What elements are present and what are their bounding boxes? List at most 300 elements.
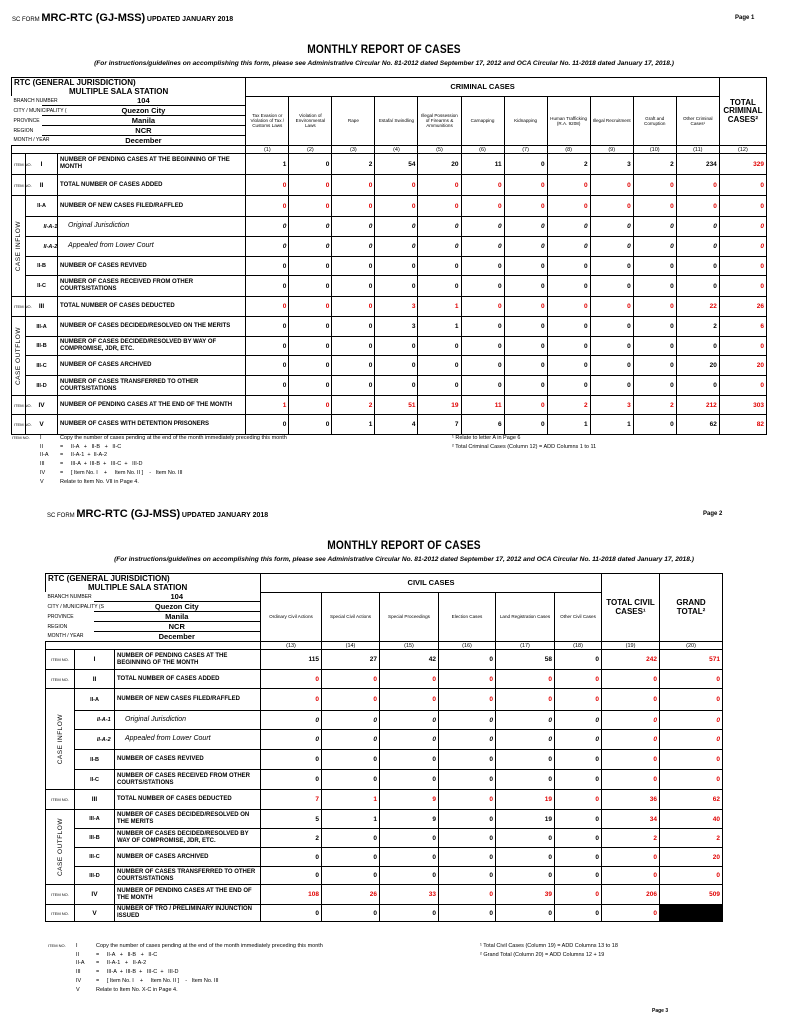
sub-item-code: III-A xyxy=(75,810,115,829)
cell-value: 0 xyxy=(289,376,332,396)
cell-value: 0 xyxy=(633,356,676,376)
info-label: MONTH / YEAR xyxy=(13,137,50,144)
note-text: = [ Item No. I + Item No. II ] - Item No. III xyxy=(96,977,219,984)
form-header xyxy=(12,12,233,24)
cell-value: 0 xyxy=(504,297,547,317)
cell-value: 0 xyxy=(375,337,418,356)
row-label: NUMBER OF PENDING CASES AT THE BEGINNING OF THE MONTH xyxy=(58,154,246,175)
row-label: NUMBER OF CASES TRANSFERRED TO OTHER COURTS/STATIONS xyxy=(58,376,246,396)
cell-value: 0 xyxy=(289,154,332,175)
item-no-label: ITEM NO. xyxy=(12,396,26,415)
info-value: Manila xyxy=(42,116,246,126)
column-header: Violation of Environmental Laws xyxy=(289,96,332,146)
note-item xyxy=(48,968,76,977)
blank-cell xyxy=(46,642,261,650)
cell-value: 0 xyxy=(261,730,322,750)
cell-value: 0 xyxy=(332,217,375,237)
row-total: 0 xyxy=(719,257,766,276)
sub-item-code: III-B xyxy=(26,337,58,356)
cell-value: 0 xyxy=(322,829,380,848)
column-header: Graft and Corruption xyxy=(633,96,676,146)
row-label: Appealed from Lower Court xyxy=(58,237,246,257)
cell-value: 0 xyxy=(461,175,504,196)
row-total: 82 xyxy=(719,415,766,435)
table-row xyxy=(46,730,723,750)
cell-value: 0 xyxy=(322,730,380,750)
note-code: I xyxy=(76,943,78,949)
court-name-box xyxy=(46,574,261,593)
row-total: 0 xyxy=(602,711,660,730)
row-grand-total: 0 xyxy=(660,867,723,885)
cell-value: 19 xyxy=(496,790,555,810)
cell-value: 1 xyxy=(322,810,380,829)
cell-value: 0 xyxy=(261,750,322,770)
column-header: Tax Evasion or Violation of Tax / Customs Laws xyxy=(246,96,289,146)
item-no-label: ITEM NO. xyxy=(46,885,75,905)
table-row xyxy=(12,356,767,376)
row-total: 0 xyxy=(602,670,660,689)
cell-value: 0 xyxy=(289,415,332,435)
column-header: Human Trafficking (R.A. 9208) xyxy=(547,96,590,146)
cell-value: 0 xyxy=(380,689,439,711)
cell-value: 0 xyxy=(418,257,461,276)
sub-item-code: III-D xyxy=(26,376,58,396)
cell-value: 0 xyxy=(375,217,418,237)
form-code: MRC-RTC (GJ-MSS) xyxy=(76,508,181,520)
note-item xyxy=(12,460,40,469)
case-inflow-text: CASE INFLOW xyxy=(15,220,22,272)
cell-value: 0 xyxy=(633,376,676,396)
cell-value: 27 xyxy=(322,650,380,670)
cell-value: 0 xyxy=(261,867,322,885)
sub-item-code: II-B xyxy=(26,257,58,276)
cell-value: 0 xyxy=(547,337,590,356)
form-code: MRC-RTC (GJ-MSS) xyxy=(41,12,146,24)
row-grand-total xyxy=(660,905,723,922)
cell-value: 0 xyxy=(322,905,380,922)
note-row xyxy=(12,443,287,452)
cell-value: 0 xyxy=(633,337,676,356)
court-line-2: MULTIPLE SALA STATION xyxy=(88,583,188,592)
column-header: Estafa/ Swindling xyxy=(375,96,418,146)
cell-value: 0 xyxy=(496,711,555,730)
cell-value: 0 xyxy=(633,257,676,276)
cell-value: 0 xyxy=(676,196,719,217)
table-row xyxy=(12,154,767,175)
cell-value: 0 xyxy=(246,337,289,356)
cell-value: 1 xyxy=(246,154,289,175)
cell-value: 0 xyxy=(590,376,633,396)
cell-value: 0 xyxy=(246,356,289,376)
cell-value: 0 xyxy=(504,415,547,435)
cell-value: 2 xyxy=(633,396,676,415)
item-no-label: ITEM NO. xyxy=(12,175,26,196)
cell-value: 0 xyxy=(461,337,504,356)
cell-value: 0 xyxy=(504,317,547,337)
cell-value: 0 xyxy=(332,337,375,356)
column-number: (20) xyxy=(660,642,723,650)
column-number: (12) xyxy=(719,146,766,154)
cell-value: 3 xyxy=(590,396,633,415)
item-roman: III xyxy=(75,790,115,810)
cell-value: 26 xyxy=(322,885,380,905)
item-roman: V xyxy=(75,905,115,922)
row-label: Original Jurisdiction xyxy=(115,711,261,730)
sub-item-code: III-C xyxy=(26,356,58,376)
cell-value: 0 xyxy=(289,297,332,317)
header-row xyxy=(46,574,723,593)
table-row xyxy=(12,297,767,317)
row-total: 0 xyxy=(719,276,766,297)
cell-value: 2 xyxy=(332,396,375,415)
case-outflow-label xyxy=(46,810,75,885)
row-total: 34 xyxy=(602,810,660,829)
cell-value: 0 xyxy=(261,848,322,867)
cell-value: 0 xyxy=(375,257,418,276)
table-row xyxy=(12,175,767,196)
column-header: Illegal Possession of Firearms & Ammunitions xyxy=(418,96,461,146)
sub-item-code: II-A xyxy=(26,196,58,217)
cell-value: 0 xyxy=(461,276,504,297)
cell-value: 0 xyxy=(246,196,289,217)
cell-value: 0 xyxy=(555,770,602,790)
column-number-row xyxy=(46,642,723,650)
cell-value: 0 xyxy=(322,689,380,711)
cell-value: 0 xyxy=(332,317,375,337)
cell-value: 0 xyxy=(547,175,590,196)
row-label: TOTAL NUMBER OF CASES ADDED xyxy=(58,175,246,196)
indent-cell xyxy=(26,217,42,237)
table-row xyxy=(12,257,767,276)
sub-item-code: II-A-2 xyxy=(94,730,115,750)
column-number: (3) xyxy=(332,146,375,154)
row-grand-total: 0 xyxy=(660,730,723,750)
row-total: 0 xyxy=(602,689,660,711)
sub-item-code: II-B xyxy=(75,750,115,770)
form-updated: UPDATED JANUARY 2018 xyxy=(146,16,234,23)
cell-value: 0 xyxy=(633,237,676,257)
cell-value: 19 xyxy=(496,810,555,829)
row-grand-total: 571 xyxy=(660,650,723,670)
item-no-label: ITEM NO. xyxy=(12,415,26,435)
cell-value: 9 xyxy=(380,790,439,810)
cell-value: 0 xyxy=(590,356,633,376)
row-label: NUMBER OF CASES ARCHIVED xyxy=(58,356,246,376)
form-prefix: SC FORM xyxy=(47,513,75,519)
cell-value: 0 xyxy=(322,867,380,885)
sub-item-code: II-C xyxy=(26,276,58,297)
criminal-table-body xyxy=(12,78,767,435)
cell-value: 0 xyxy=(461,317,504,337)
sub-item-code: II-A-2 xyxy=(42,237,58,257)
row-label: NUMBER OF CASES RECEIVED FROM OTHER COURTS/STATIONS xyxy=(115,770,261,790)
row-grand-total: 0 xyxy=(660,770,723,790)
cell-value: 0 xyxy=(418,276,461,297)
cell-value: 0 xyxy=(289,196,332,217)
note-item xyxy=(12,443,40,452)
item-roman: II xyxy=(75,670,115,689)
item-roman: IV xyxy=(26,396,58,415)
note-code: IV xyxy=(40,469,46,476)
cell-value: 0 xyxy=(555,670,602,689)
table-row xyxy=(46,790,723,810)
cell-value: 0 xyxy=(261,711,322,730)
cell-value: 0 xyxy=(322,750,380,770)
cell-value: 0 xyxy=(380,670,439,689)
section-title: CIVIL CASES xyxy=(261,574,602,593)
row-total: 0 xyxy=(719,196,766,217)
cell-value: 0 xyxy=(633,297,676,317)
item-no-label: ITEM NO. xyxy=(46,790,75,810)
note-code: III xyxy=(76,969,81,976)
cell-value: 2 xyxy=(261,829,322,848)
row-label: NUMBER OF TRO / PRELIMINARY INJUNCTION ISSUED xyxy=(115,905,261,922)
cell-value: 0 xyxy=(504,217,547,237)
info-label: PROVINCE xyxy=(13,117,40,124)
item-roman: V xyxy=(26,415,58,435)
footnote: ² Total Criminal Cases (Column 12) = ADD Columns 1 to 11 xyxy=(452,443,597,450)
note-row xyxy=(48,977,323,986)
page-title: MONTHLY REPORT OF CASES xyxy=(327,538,481,552)
cell-value: 0 xyxy=(496,905,555,922)
note-item: ITEM NO. xyxy=(12,435,30,440)
table-row xyxy=(12,317,767,337)
row-total: 0 xyxy=(719,376,766,396)
row-label: NUMBER OF NEW CASES FILED/RAFFLED xyxy=(58,196,246,217)
table-row xyxy=(46,867,723,885)
cell-value: 0 xyxy=(439,810,496,829)
cell-value: 0 xyxy=(246,317,289,337)
column-number: (14) xyxy=(322,642,380,650)
column-header: Ordinary Civil Actions xyxy=(261,592,322,642)
cell-value: 0 xyxy=(439,905,496,922)
cell-value: 7 xyxy=(261,790,322,810)
cell-value: 0 xyxy=(380,867,439,885)
note-item xyxy=(48,959,76,968)
cell-value: 0 xyxy=(289,237,332,257)
note-item xyxy=(48,977,76,986)
page-number: Page 2 xyxy=(703,511,723,517)
cell-value: 0 xyxy=(555,711,602,730)
note-row xyxy=(12,434,287,443)
cell-value: 62 xyxy=(676,415,719,435)
cell-value: 0 xyxy=(461,257,504,276)
cell-value: 0 xyxy=(289,317,332,337)
column-number: (5) xyxy=(418,146,461,154)
row-total: 206 xyxy=(602,885,660,905)
cell-value: 0 xyxy=(246,175,289,196)
cell-value: 2 xyxy=(547,154,590,175)
info-value: Quezon City xyxy=(94,602,261,612)
footnote: ¹ Relate to letter A in Page 6 xyxy=(452,435,521,441)
note-code: II xyxy=(76,951,80,958)
table-row xyxy=(46,711,723,730)
cell-value: 0 xyxy=(555,885,602,905)
cell-value: 0 xyxy=(496,670,555,689)
cell-value: 0 xyxy=(332,196,375,217)
cell-value: 0 xyxy=(461,196,504,217)
info-value: December xyxy=(42,136,246,146)
row-total: 0 xyxy=(719,175,766,196)
cell-value: 0 xyxy=(590,196,633,217)
note-row xyxy=(48,951,323,960)
cell-value: 212 xyxy=(676,396,719,415)
cell-value: 0 xyxy=(555,689,602,711)
case-inflow-label xyxy=(46,689,75,790)
cell-value: 1 xyxy=(418,297,461,317)
cell-value: 0 xyxy=(380,829,439,848)
footnote: ² Grand Total (Column 20) = ADD Columns 12 + 19 xyxy=(480,951,605,958)
cell-value: 0 xyxy=(418,217,461,237)
note-row xyxy=(12,460,287,469)
note-row xyxy=(48,942,323,951)
court-line-1: RTC (GENERAL JURISDICTION) xyxy=(14,78,136,87)
cell-value: 0 xyxy=(246,415,289,435)
row-total: 0 xyxy=(602,848,660,867)
cell-value: 1 xyxy=(322,790,380,810)
cell-value: 0 xyxy=(289,337,332,356)
row-grand-total: 62 xyxy=(660,790,723,810)
cell-value: 0 xyxy=(439,689,496,711)
cell-value: 0 xyxy=(555,730,602,750)
row-grand-total: 0 xyxy=(660,670,723,689)
page-2 xyxy=(0,505,768,1024)
note-text: = III-A + III-B + III-C + III-D xyxy=(96,969,179,976)
cell-value: 19 xyxy=(418,396,461,415)
case-outflow-label xyxy=(12,317,26,396)
cell-value: 0 xyxy=(439,670,496,689)
sub-item-code: III-C xyxy=(75,848,115,867)
note-item xyxy=(48,951,76,960)
info-label: CITY / MUNICIPALITY ( xyxy=(13,107,67,114)
cell-value: 51 xyxy=(375,396,418,415)
table-row xyxy=(46,670,723,689)
cell-value: 0 xyxy=(439,770,496,790)
cell-value: 0 xyxy=(633,196,676,217)
sub-item-code: II-A xyxy=(75,689,115,711)
item-no-label: ITEM NO. xyxy=(46,670,75,689)
column-number: (7) xyxy=(504,146,547,154)
cell-value: 0 xyxy=(547,317,590,337)
note-row xyxy=(48,959,323,968)
column-number: (17) xyxy=(496,642,555,650)
cell-value: 0 xyxy=(504,396,547,415)
column-number: (10) xyxy=(633,146,676,154)
note-text: Copy the number of cases pending at the end of the month immediately preceding this month xyxy=(96,943,323,949)
note-code: II-A xyxy=(40,452,49,459)
criminal-cases-table xyxy=(11,77,767,435)
info-row xyxy=(12,96,767,106)
table-row xyxy=(12,396,767,415)
item-no-label: ITEM NO. xyxy=(46,905,75,922)
column-number: (2) xyxy=(289,146,332,154)
cell-value: 0 xyxy=(289,396,332,415)
column-header: Special Civil Actions xyxy=(322,592,380,642)
note-code: V xyxy=(76,986,80,993)
row-total: 303 xyxy=(719,396,766,415)
cell-value: 0 xyxy=(496,829,555,848)
row-total: 2 xyxy=(602,829,660,848)
case-inflow-label xyxy=(12,196,26,297)
row-grand-total: 0 xyxy=(660,711,723,730)
table-row xyxy=(46,885,723,905)
cell-value: 0 xyxy=(547,196,590,217)
cell-value: 0 xyxy=(555,905,602,922)
cell-value: 9 xyxy=(380,810,439,829)
row-total: 0 xyxy=(602,770,660,790)
cell-value: 0 xyxy=(418,237,461,257)
item-roman: I xyxy=(75,650,115,670)
cell-value: 0 xyxy=(496,689,555,711)
item-roman: II xyxy=(26,175,58,196)
note-text: = III-A + III-B + III-C + III-D xyxy=(60,461,143,468)
cell-value: 0 xyxy=(676,276,719,297)
cell-value: 234 xyxy=(676,154,719,175)
cell-value: 0 xyxy=(261,905,322,922)
cell-value: 0 xyxy=(504,154,547,175)
column-number: (16) xyxy=(439,642,496,650)
item-no-label: ITEM NO. xyxy=(12,154,26,175)
info-value: 104 xyxy=(42,96,246,106)
note-text: Relate to Item No. VII in Page 4. xyxy=(60,478,139,485)
cell-value: 0 xyxy=(547,237,590,257)
info-value: NCR xyxy=(94,622,261,632)
total-civil-header: TOTAL CIVIL CASES¹ xyxy=(602,574,660,642)
row-total: 20 xyxy=(719,356,766,376)
cell-value: 2 xyxy=(676,317,719,337)
cell-value: 0 xyxy=(496,867,555,885)
row-total: 0 xyxy=(719,217,766,237)
row-total: 0 xyxy=(602,730,660,750)
column-header: Illegal Recruitment xyxy=(590,96,633,146)
cell-value: 0 xyxy=(676,257,719,276)
info-label: BRANCH NUMBER xyxy=(47,593,92,600)
cell-value: 0 xyxy=(332,356,375,376)
row-label: NUMBER OF CASES DECIDED/RESOLVED ON THE MERITS xyxy=(58,317,246,337)
info-value: Quezon City xyxy=(42,106,246,116)
cell-value: 6 xyxy=(461,415,504,435)
page1-notes xyxy=(12,434,287,486)
cell-value: 0 xyxy=(633,276,676,297)
row-grand-total: 40 xyxy=(660,810,723,829)
page-1 xyxy=(0,0,768,505)
info-value: Manila xyxy=(94,612,261,622)
cell-value: 0 xyxy=(461,217,504,237)
row-label: NUMBER OF CASES REVIVED xyxy=(58,257,246,276)
row-total: 0 xyxy=(719,237,766,257)
cell-value: 0 xyxy=(418,356,461,376)
cell-value: 3 xyxy=(375,297,418,317)
form-prefix: SC FORM xyxy=(12,17,40,23)
note-text: = II-A-1 + II-A-2 xyxy=(96,960,147,967)
cell-value: 0 xyxy=(461,297,504,317)
page1-footnotes xyxy=(452,434,596,451)
cell-value: 0 xyxy=(504,337,547,356)
column-number: (6) xyxy=(461,146,504,154)
column-header: Kidnapping xyxy=(504,96,547,146)
row-label: NUMBER OF CASES RECEIVED FROM OTHER COURTS/STATIONS xyxy=(58,276,246,297)
table-row xyxy=(12,415,767,435)
cell-value: 0 xyxy=(332,376,375,396)
cell-value: 0 xyxy=(590,317,633,337)
cell-value: 1 xyxy=(246,396,289,415)
page-subtitle: (For instructions/guidelines on accomplishing this form, please see Administrative Circular No. 81-2012 dated September 17, 2012 and OCA Circular No. 11-2018 dated January 17, 2018.) xyxy=(114,556,694,563)
cell-value: 39 xyxy=(496,885,555,905)
cell-value: 0 xyxy=(375,376,418,396)
note-code: III xyxy=(40,461,45,468)
cell-value: 1 xyxy=(547,415,590,435)
cell-value: 0 xyxy=(261,770,322,790)
